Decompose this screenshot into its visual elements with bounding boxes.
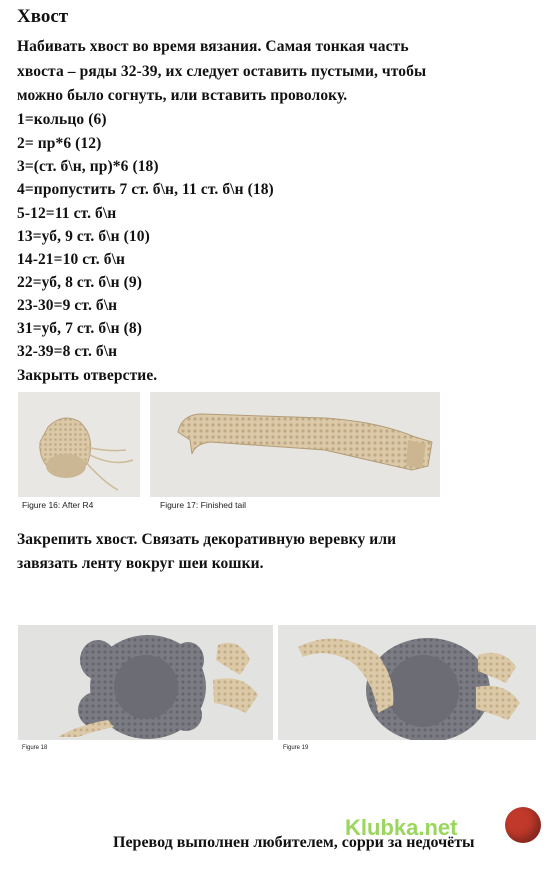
- pattern-row: 4=пропустить 7 ст. б\н, 11 ст. б\н (18): [17, 181, 274, 198]
- pattern-row: 14-21=10 ст. б\н: [17, 251, 126, 268]
- pattern-row: 2= пр*6 (12): [17, 135, 102, 152]
- intro-line: хвоста – ряды 32-39, их следует оставить пустыми, чтобы: [17, 63, 427, 80]
- figure-17-photo: [150, 392, 440, 497]
- pattern-row: 3=(ст. б\н, пр)*6 (18): [17, 158, 159, 175]
- intro-line: Набивать хвост во время вязания. Самая тонкая часть: [17, 38, 409, 55]
- watermark-logo: Klubka.net: [345, 815, 458, 840]
- attach-line: завязать ленту вокруг шеи кошки.: [17, 555, 264, 572]
- pattern-row: 5-12=11 ст. б\н: [17, 205, 117, 222]
- translation-footer: Перевод выполнен любителем, сорри за недочёты: [113, 834, 475, 851]
- pattern-row: 23-30=9 ст. б\н: [17, 297, 118, 314]
- figure-18-photo: [18, 625, 273, 740]
- figure-19-caption: Figure 19: [283, 745, 309, 751]
- figure-19-photo: [278, 625, 536, 740]
- figure-18-caption: Figure 18: [22, 745, 48, 751]
- closing-line: Закрыть отверстие.: [17, 367, 158, 384]
- attach-line: Закрепить хвост. Связать декоративную веревку или: [17, 531, 397, 548]
- figure-16-photo: [18, 392, 140, 497]
- section-heading: Хвост: [17, 6, 69, 27]
- pattern-row: 31=уб, 7 ст. б\н (8): [17, 320, 143, 337]
- intro-line: можно было согнуть, или вставить проволоку.: [17, 87, 348, 104]
- pattern-row: 13=уб, 9 ст. б\н (10): [17, 228, 150, 245]
- pattern-row: 1=кольцо (6): [17, 111, 107, 128]
- ball-of-yarn-icon: [505, 807, 541, 843]
- figure-17-caption: Figure 17: Finished tail: [160, 500, 246, 510]
- figure-16-caption: Figure 16: After R4: [22, 500, 94, 510]
- pattern-row: 32-39=8 ст. б\н: [17, 343, 118, 360]
- pattern-row: 22=уб, 8 ст. б\н (9): [17, 274, 143, 291]
